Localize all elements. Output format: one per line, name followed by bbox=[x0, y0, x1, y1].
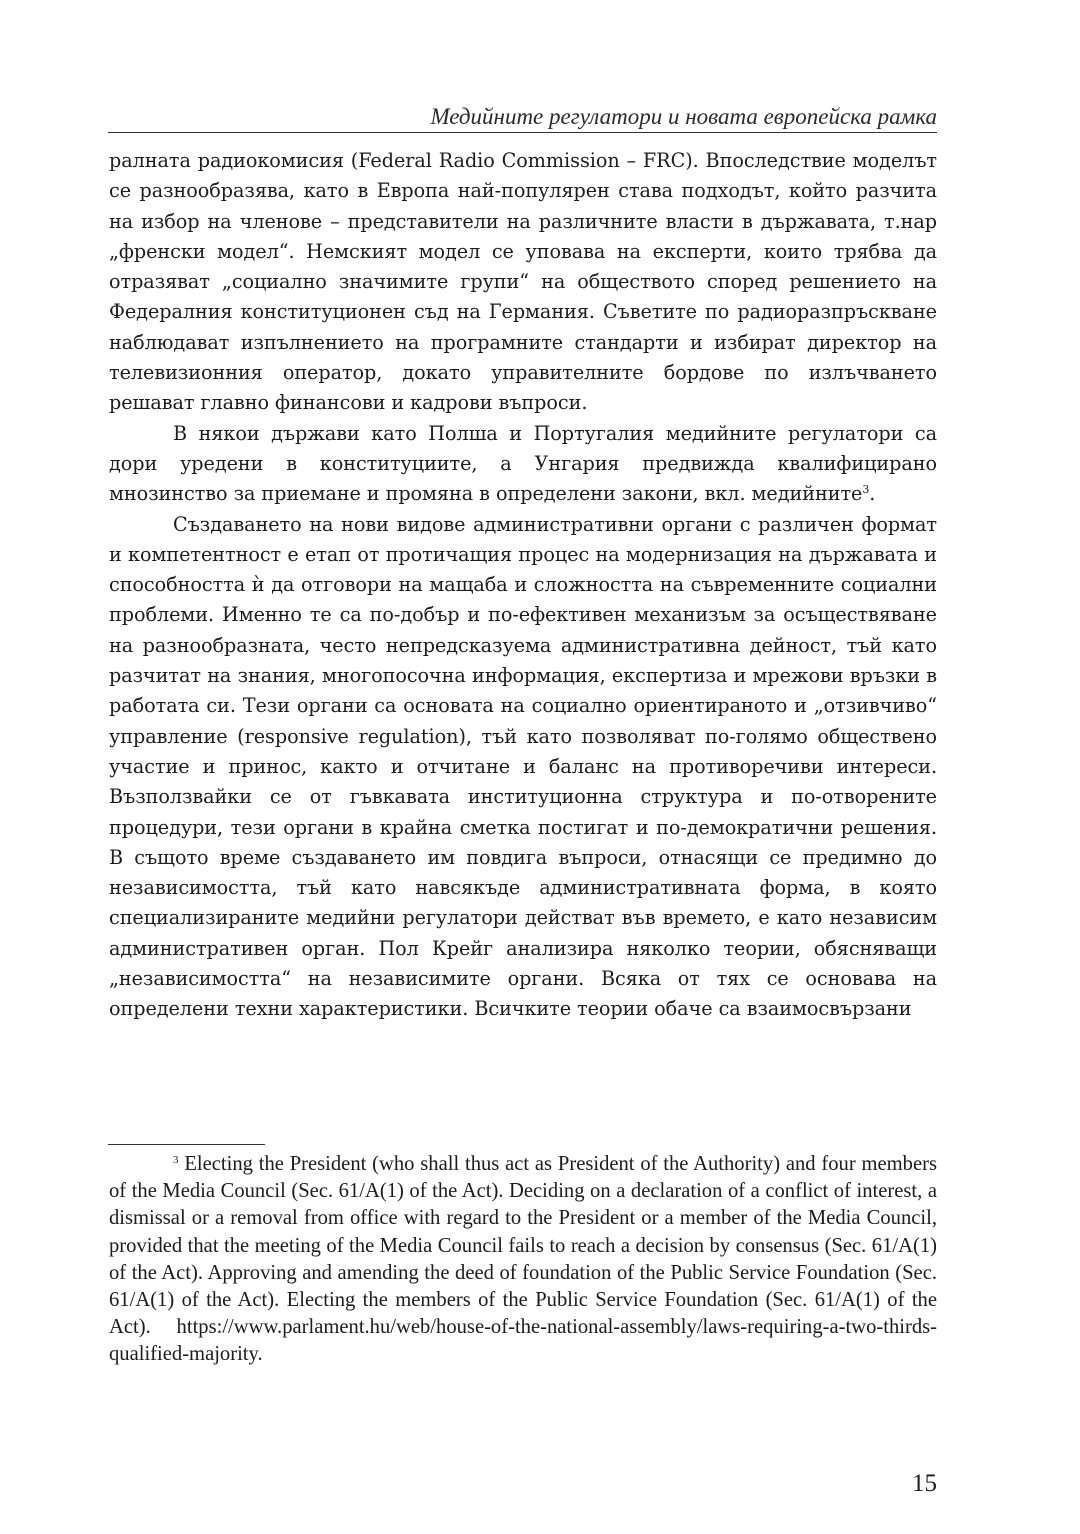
paragraph bbox=[109, 419, 937, 510]
paragraph-end-punctuation: . bbox=[869, 482, 876, 506]
footnote bbox=[109, 1151, 937, 1369]
running-header: Медийните регулатори и новата европейска рамка bbox=[108, 101, 937, 133]
paragraph: Създаването на нови видове административни органи с различен формат и компетентност е етап от протичащия процес на модернизация на държавата и способността ѝ да отговори на мащаба и сложността на съвременните социални проблеми. Именно те са по-добър и по-ефективен механизъм за осъществяване на разнообразната, често непредсказуема административна дейност, тъй като разчитат на знания, многопосочна информация, експертиза и мрежови връзки в работата си. Тези органи са основата на социално ориентираното и „отзивчиво“ управление (responsive regulation), тъй като позволяват по-голямо обществено участие и принос, както и отчитане и баланс на противоречиви интереси. Възползвайки се от гъвкавата институционна структура и по-отворените процедури, тези органи в крайна сметка постигат и по-демократични решения. В същото време създаването им повдига въпроси, отнасящи се предимно до независимостта, тъй като навсякъде административната форма, в която специализираните медийни регулатори действат във времето, е като независим административен орган. Пол Крейг анализира няколко теории, обясняващи „независимостта“ на независимите органи. Всяка от тях се основава на определени техни характеристики. Всичките теории обаче са взаимосвързани bbox=[109, 512, 937, 1021]
footnote-text: Electing the President (who shall thus act as President of the Authority) and four members of the Media Council (Sec. 61/A(1) of the Act). Deciding on a declaration of a conflict of interest, a dismissal or a removal from office with regard to the President or a member of the Media Council, provided that the meeting of the Media Council fails to reach a decision by consensus (Sec. 61/A(1) of the Act). Approving and amending the deed of foundation of the Public Service Foundation (Sec. 61/A(1) of the Act). Electing the members of the Public Service Foundation (Sec. 61/A(1) of the Act). https://www.parlament.hu/web/house-of-the-national-assembly/laws-requiring-a-two-thirds-qualified-majority. bbox=[109, 1153, 937, 1366]
page-number: 15 bbox=[912, 1470, 937, 1497]
main-text bbox=[109, 146, 937, 1025]
footnote-divider bbox=[108, 1144, 265, 1145]
footnote-reference: 3 bbox=[862, 483, 870, 497]
paragraph-continued: ралната радиокомисия (Federal Radio Commission – FRC). Впоследствие моделът се разнообразява, като в Европа най-популярен става подходът, който разчита на избор на членове – представители на различните власти в държавата, т.нар „френски модел“. Немският модел се уповава на експерти, които трябва да отразяват „социално значимите групи“ на обществото според решението на Федералния конституционен съд на Германия. Съветите по радиоразпръскване наблюдават изпълнението на програмните стандарти и избират директор на телевизионния оператор, докато управителните бордове по излъчването решават главно финансови и кадрови въпроси. bbox=[109, 149, 937, 415]
paragraph-text: В някои държави като Полша и Португалия медийните регулатори са дори уредени в конституциите, а Унгария предвижда квалифицирано мнозинство за приемане и промяна в определени закони, вкл. медийните bbox=[109, 421, 937, 506]
footnote-marker: 3 bbox=[173, 1154, 179, 1166]
